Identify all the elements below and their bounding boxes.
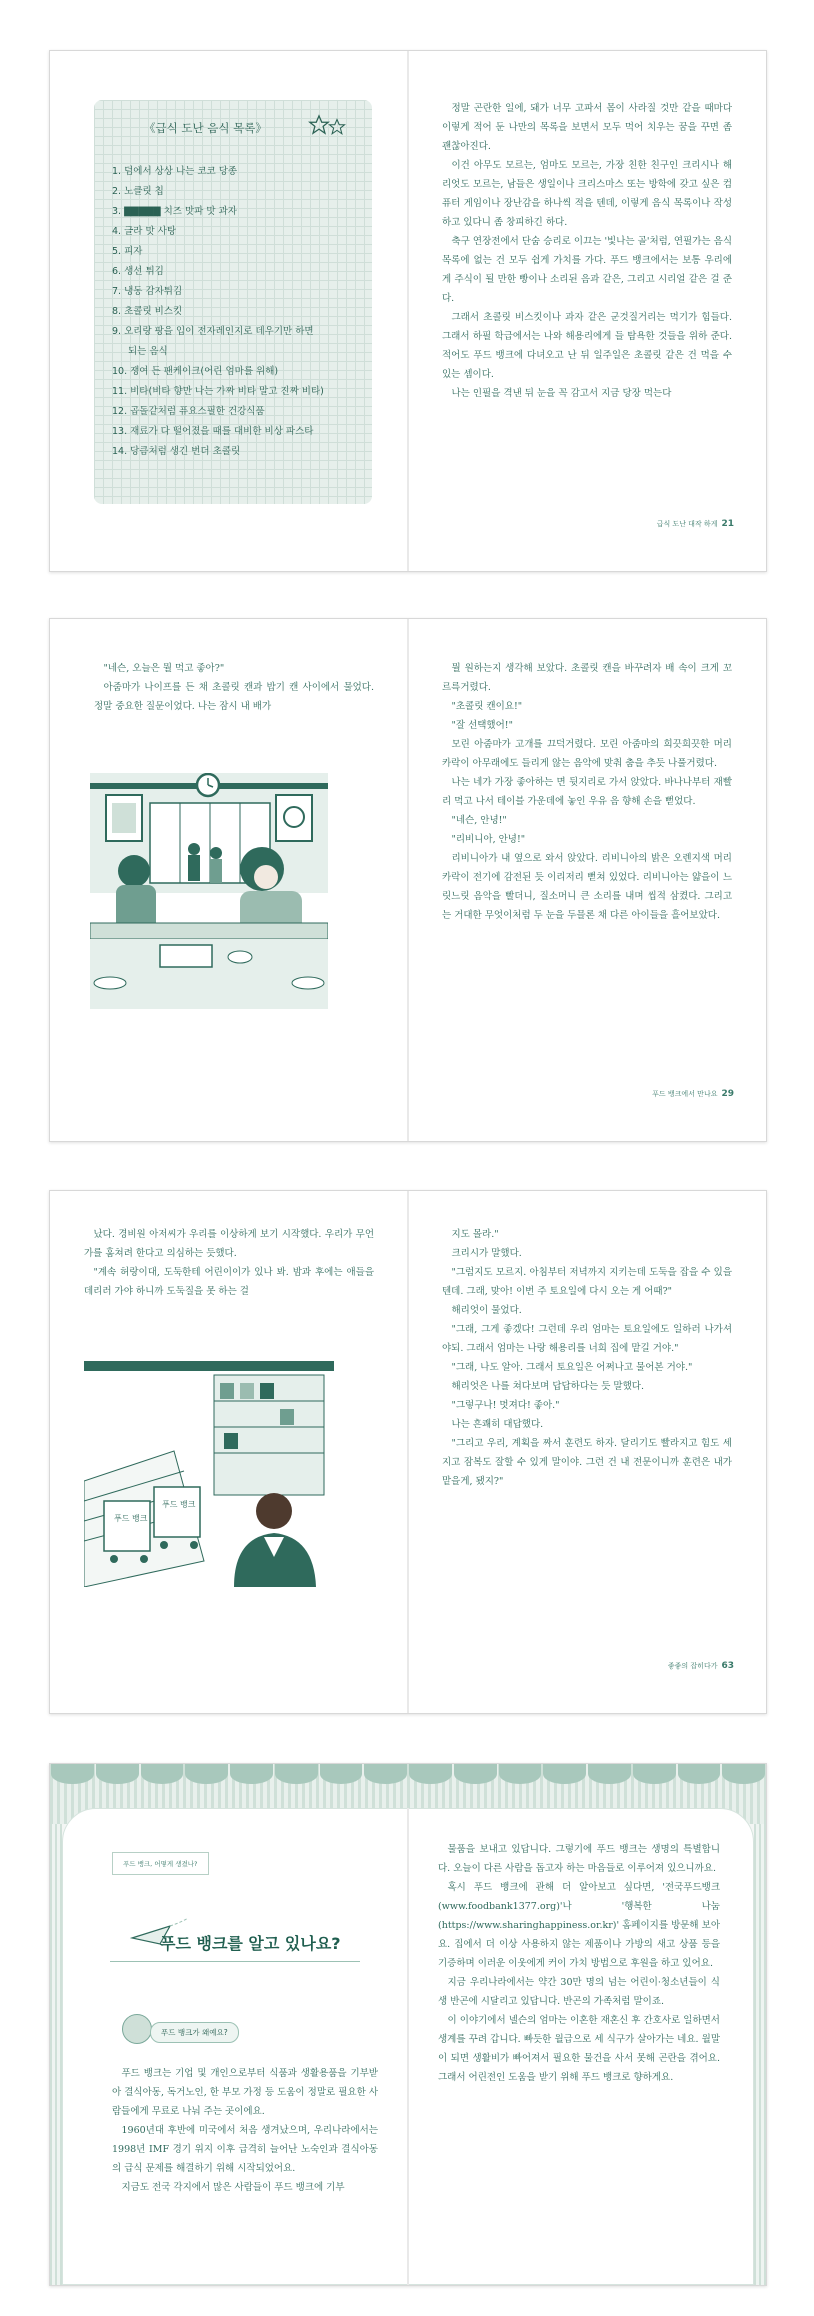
list-item: 3. ▇▇▇▇▇ 치즈 맛파 맛 과자 xyxy=(112,206,237,217)
paragraph: 나는 인필을 격낸 뒤 눈을 꼭 감고서 지금 당장 먹는다 xyxy=(451,388,672,399)
body-text xyxy=(94,659,374,716)
paragraph: 아줌마가 나이프를 든 채 초콜릿 캔과 밥기 캔 사이에서 물었다. 정말 중요한 질문이었다. 나는 잠시 내 배가 xyxy=(94,682,374,712)
paragraph: 이건 아무도 모르는, 엄마도 모르는, 가장 친한 친구인 크리시나 해리엇도 모르는, 남들은 생일이나 크리스마스 또는 방학에 갖고 싶은 컴퓨터 게임이나 장난감을 하나씩 적을 텐데, 이렇게 음식 목록이나 작성하고 있다니 좀 창피하긴 하다. xyxy=(442,160,732,228)
paragraph: 해리엇이 물었다. xyxy=(451,1305,522,1316)
awning-scallop xyxy=(50,1764,766,1784)
star-doodle-icon xyxy=(328,118,346,136)
book-spread-3 xyxy=(49,1190,767,1714)
paragraph: "계속 허랑이대, 도둑한테 어린이이가 있나 봐. 밤과 후에는 애들을 데리러 가야 하니까 도둑질을 못 하는 걸 xyxy=(84,1267,374,1297)
page-number: 63 xyxy=(721,1661,734,1671)
food-list xyxy=(112,162,324,462)
paragraph: "그럼지도 모르지. 아침부터 저녁까지 지키는데 도둑을 잡을 수 있을 텐데. 그래, 맞아! 이번 주 토요일에 다시 오는 게 어때?" xyxy=(442,1267,732,1297)
body-text xyxy=(84,1225,374,1301)
page-folio xyxy=(652,1089,734,1099)
cart-label: 푸드 뱅크 xyxy=(114,1514,148,1523)
list-item: 9. 오리랑 팡을 입이 전자레인지로 데우기만 하면 xyxy=(112,326,314,337)
paragraph: 크리시가 말했다. xyxy=(451,1248,522,1259)
left-page xyxy=(50,619,408,1141)
paragraph: "잘 선택했어!" xyxy=(451,720,513,731)
paragraph: "그렇구나! 멋져다! 좋아." xyxy=(451,1400,560,1411)
right-page xyxy=(408,619,766,1141)
list-item: 12. 곱돌같처럼 퓨요스필한 건강식품 xyxy=(112,406,265,417)
left-page xyxy=(50,1191,408,1713)
gutter xyxy=(407,1808,409,2285)
paragraph: "네슨, 오늘은 뭘 먹고 좋아?" xyxy=(103,663,225,674)
star-doodle-icon xyxy=(308,114,330,136)
page-folio xyxy=(668,1661,734,1671)
book-spread-4 xyxy=(49,1763,767,2286)
paragraph: 났다. 경비원 아저씨가 우리를 이상하게 보기 시작했다. 우리가 무언가를 훔쳐려 한다고 의심하는 듯했다. xyxy=(84,1229,374,1259)
page-number: 21 xyxy=(721,519,734,529)
side-stripes xyxy=(754,1824,766,2285)
paragraph: 그래서 초콜릿 비스킷이나 과자 같은 군것질거리는 먹기가 힘들다. 그래서 하필 학급에서는 나와 해용리에게 들 탐욕한 것들을 위하 준다. 적어도 푸드 뱅크에 다녀오고 난 뒤 일주일은 초콜릿 같은 건 먹을 수 있는 셈이다. xyxy=(442,312,732,380)
right-page xyxy=(408,51,766,571)
list-item: 4. 글라 맛 사탕 xyxy=(112,226,177,237)
paragraph: 지금 우리나라에서는 약간 30만 명의 넘는 어린이·청소년들이 식생 반곤에 시달리고 있답니다. 반곤의 가족처럼 말이죠. xyxy=(438,1977,720,2007)
paragraph: "네슨, 안녕!" xyxy=(451,815,507,826)
paragraph: 정말 곤란한 일에, 돼가 너무 고파서 몸이 사라질 것만 같을 때마다 이렇게 적어 둔 나만의 목록을 보면서 모두 먹어 치우는 꿈을 꾸면 좀 괜찮아진다. xyxy=(442,103,732,152)
page-folio xyxy=(657,519,734,529)
note-title: 《급식 도난 음식 목록》 xyxy=(144,121,267,135)
page-number: 29 xyxy=(721,1089,734,1099)
right-page xyxy=(408,1191,766,1713)
paragraph: 혹시 푸드 뱅크에 관해 더 알아보고 싶다면, '전국푸드뱅크(www.foodbank1377.org)'나 '행복한 나눔(https://www.sharinghappiness.or.kr)' 홈페이지를 방문해 보아요. 집에서 더 이상 사용하지 않는 제품이나 가방의 새고 상품 등을 기증하며 이러운 이웃에게 커이 가치 방법으로 후원을 하고 있어요. xyxy=(438,1882,720,1969)
body-text-left xyxy=(112,2064,378,2197)
paragraph: 축구 연장전에서 단숨 승리로 이끄는 '빛나는 골'처럼, 연필가는 음식 목록에 없는 건 모두 쉽게 가치를 가다. 푸드 뱅크에서는 보통 우리에게 주식이 될 만한 빵이나 소리된 음과 같은, 그리고 시리얼 같은 걸 준다. xyxy=(442,236,732,304)
running-head: 푸드 뱅크에서 만나요 xyxy=(652,1090,718,1098)
paragraph: 나는 네가 가장 좋아하는 면 뒷지리로 가서 앉았다. 바나나부터 재빨리 먹고 나서 테이블 가운데에 놓인 우유 음 향해 손을 뻗었다. xyxy=(442,777,732,807)
list-item: 6. 생선 튀김 xyxy=(112,266,164,277)
list-item: 14. 당큼처럼 생긴 번더 초콜릿 xyxy=(112,446,241,457)
paragraph: 뭘 원하는지 생각해 보았다. 초콜릿 캔을 바꾸려자 배 속이 크게 꼬르륵거렸다. xyxy=(442,663,732,693)
body-text xyxy=(442,99,732,403)
paragraph: 이 이야기에서 넬슨의 엄마는 이혼한 재혼신 후 간호사로 일하면서 생계를 꾸려 갑니다. 빠듯한 월급으로 세 식구가 살아가는 네요. 월말이 되면 생활비가 빠어져서 필요한 물건을 사서 못해 곤란을 겪어요. 그래서 어린전인 도움을 받기 위해 푸드 뱅크로 향하게요. xyxy=(438,2015,720,2083)
book-spread-1 xyxy=(49,50,767,572)
running-head: 급식 도난 대작 하게 xyxy=(656,520,718,528)
left-page xyxy=(50,51,408,571)
paragraph: 1960년대 후반에 미국에서 처음 생겨났으며, 우리나라에서는 1998년 IMF 경기 위지 이후 급격히 늘어난 노숙인과 결식아동의 급식 문제를 해결하기 위해 시작되었어요. xyxy=(112,2125,378,2174)
cafeteria-illustration xyxy=(90,773,328,1009)
list-item: 되는 음식 xyxy=(128,346,168,357)
list-item: 5. 피자 xyxy=(112,246,143,257)
paragraph: 해리엇은 나를 쳐다보며 답답하다는 듯 말했다. xyxy=(451,1381,644,1392)
feature-title: 푸드 뱅크를 알고 있나요? xyxy=(160,1934,341,1953)
paragraph: "그래, 나도 알아. 그래서 토요일은 어쩌나고 물어본 거야." xyxy=(451,1362,693,1373)
cart-label: 푸드 뱅크 xyxy=(162,1500,196,1509)
list-item: 10. 쟁여 든 팬케이크(어린 엄마를 위해) xyxy=(112,366,279,377)
paragraph: 지도 몰라." xyxy=(451,1229,499,1240)
paragraph: 푸드 뱅크는 기업 및 개인으로부터 식품과 생활용품을 기부받아 결식아동, 독거노인, 한 부모 가정 등 도움이 정말로 필요한 사람들에게 무료로 나눠 주는 곳이에요. xyxy=(112,2068,378,2117)
title-rule xyxy=(110,1961,360,1962)
list-item: 1. 덤에서 상상 나는 코코 당종 xyxy=(112,166,238,177)
side-stripes xyxy=(50,1824,62,2285)
paragraph: 지금도 전국 각지에서 많은 사람들이 푸드 뱅크에 기부 xyxy=(121,2182,345,2193)
book-spread-2 xyxy=(49,618,767,1142)
paragraph: 리비니아가 내 옆으로 와서 앉았다. 리비니아의 밝은 오렌지색 머리카락이 전기에 감전된 듯 이리저리 뻗쳐 있었다. 리비니아는 얇을이 느릿느릿 음악을 빨더니, 질소머니 큰 소리를 내며 씹적 삼켰다. 그리고는 거대한 무엇이처럼 두 눈을 두믈론 채 다른 아이들을 흘어보았다. xyxy=(442,853,732,921)
list-item: 11. 비타(비타 향만 나는 가짜 비타 말고 진짜 비타) xyxy=(112,386,324,397)
paragraph: "초콜릿 캔이요!" xyxy=(451,701,523,712)
body-text xyxy=(442,659,732,925)
paragraph: 모린 아줌마가 고개를 끄덕거렸다. 모린 아줌마의 희끗희끗한 머리카락이 아무래에도 들리게 않는 음악에 맞춰 춤을 추듯 나풀거렸다. xyxy=(442,739,732,769)
list-item: 7. 냉동 감자튀김 xyxy=(112,286,183,297)
paragraph: "그리고 우리, 계획을 짜서 훈련도 하자. 달리기도 빨라지고 힘도 세지고 잠복도 잘할 수 있게 말이야. 그런 건 내 전문이니까 훈련은 내가 맡을게, 됐지?" xyxy=(442,1438,732,1487)
body-text xyxy=(442,1225,732,1491)
paragraph: "그래, 그게 좋겠다! 그런데 우리 엄마는 토요일에도 일하러 나가셔야되. 그래서 엄마는 나랑 해용리를 너희 집에 맡길 거야." xyxy=(442,1324,732,1354)
subhead: 푸드 뱅크가 왜예요? xyxy=(150,2022,239,2043)
section-tag: 푸드 뱅크, 어떻게 생겼나? xyxy=(112,1852,209,1875)
list-item: 8. 초콜릿 비스킷 xyxy=(112,306,183,317)
supermarket-illustration xyxy=(84,1361,334,1587)
avatar xyxy=(122,2014,152,2044)
grid-note-card xyxy=(94,100,372,504)
list-item: 13. 재료가 다 떨어졌을 때를 대비한 비상 파스타 xyxy=(112,426,314,437)
paragraph: 물품을 보내고 있답니다. 그렇기에 푸드 뱅크는 생명의 특별합니다. 오늘이 다른 사람을 돕고자 하는 마음들로 이루어져 있으니까요. xyxy=(438,1844,720,1874)
list-item: 2. 노클릿 칩 xyxy=(112,186,164,197)
paragraph: "리비니아, 안녕!" xyxy=(451,834,526,845)
body-text-right xyxy=(438,1840,720,2087)
running-head: 좋좋의 잡히다가 xyxy=(667,1662,718,1670)
paragraph: 나는 흔쾌히 대답했다. xyxy=(451,1419,544,1430)
